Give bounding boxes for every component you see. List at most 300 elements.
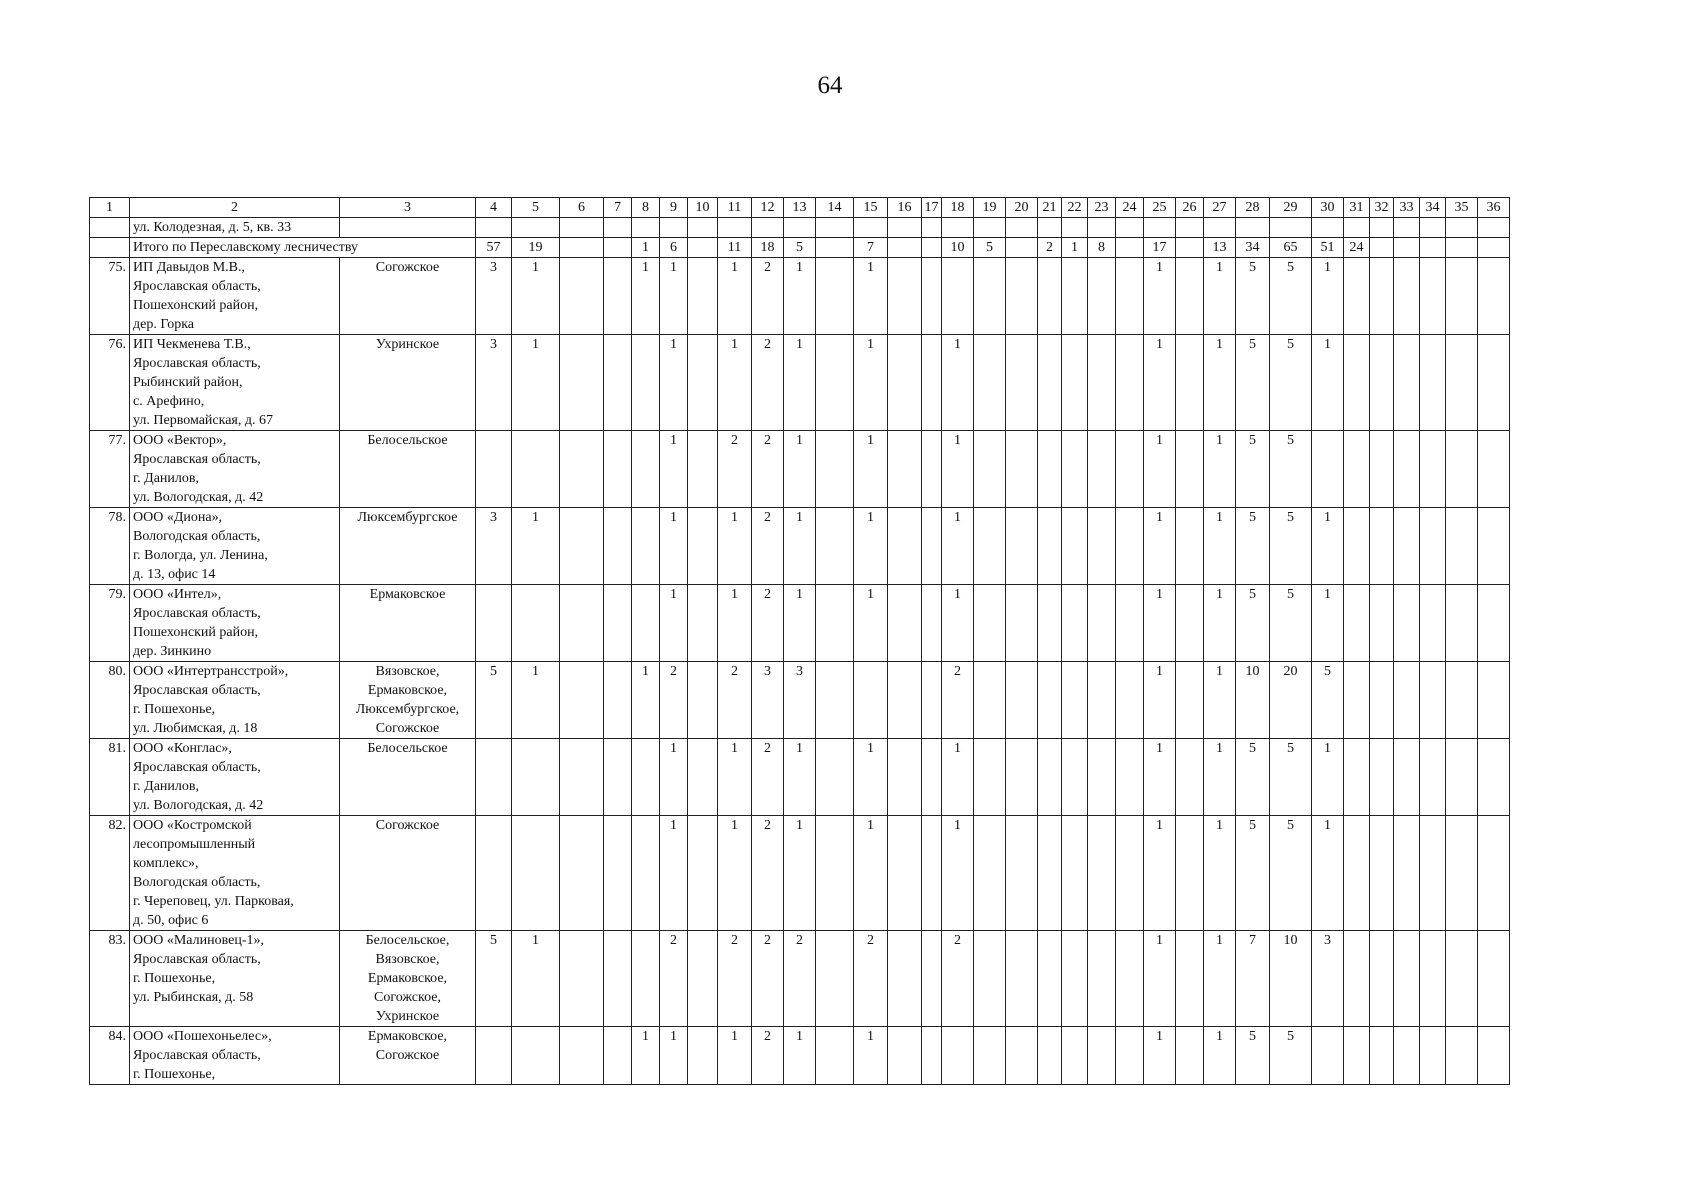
value-cell-9: 1 — [660, 1027, 688, 1085]
value-cell-26 — [1176, 431, 1204, 508]
row-number: 77. — [90, 431, 130, 508]
value-cell-19 — [974, 258, 1006, 335]
header-cell-22: 22 — [1062, 198, 1088, 218]
value-cell-11: 1 — [718, 335, 752, 431]
value-cell-18: 1 — [942, 431, 974, 508]
value-cell-9: 1 — [660, 335, 688, 431]
table-row — [90, 585, 1510, 662]
row-number: 82. — [90, 816, 130, 931]
value-cell-23 — [1088, 662, 1116, 739]
value-cell-6 — [560, 431, 604, 508]
value-cell-16 — [888, 258, 922, 335]
value-cell-16 — [888, 662, 922, 739]
value-cell-4: 5 — [476, 662, 512, 739]
table-row — [90, 739, 1510, 816]
value-cell-14 — [816, 662, 854, 739]
total-value-13: 5 — [784, 238, 816, 258]
forestry-cell: Ермаковское — [340, 585, 476, 662]
organization-cell: ООО «Вектор», Ярославская область, г. Данилов, ул. Вологодская, д. 42 — [130, 431, 340, 508]
forestry-cell: Вязовское, Ермаковское, Люксембургское, Согожское — [340, 662, 476, 739]
value-cell-8 — [632, 739, 660, 816]
value-cell — [922, 218, 942, 238]
total-value-26 — [1176, 238, 1204, 258]
value-cell-8 — [632, 508, 660, 585]
value-cell-32 — [1370, 431, 1394, 508]
value-cell-34 — [1420, 258, 1446, 335]
value-cell-29: 5 — [1270, 335, 1312, 431]
value-cell-30: 1 — [1312, 258, 1344, 335]
header-cell-32: 32 — [1370, 198, 1394, 218]
header-cell-13: 13 — [784, 198, 816, 218]
value-cell-33 — [1394, 508, 1420, 585]
value-cell-17 — [922, 431, 942, 508]
organization-cell: ООО «Диона», Вологодская область, г. Вологда, ул. Ленина, д. 13, офис 14 — [130, 508, 340, 585]
total-value-12: 18 — [752, 238, 784, 258]
header-cell-25: 25 — [1144, 198, 1176, 218]
value-cell-19 — [974, 431, 1006, 508]
value-cell-20 — [1006, 931, 1038, 1027]
total-value-27: 13 — [1204, 238, 1236, 258]
value-cell-4: 3 — [476, 508, 512, 585]
value-cell-36 — [1478, 1027, 1510, 1085]
value-cell-23 — [1088, 816, 1116, 931]
table-row — [90, 1027, 1510, 1085]
value-cell — [974, 218, 1006, 238]
value-cell-14 — [816, 258, 854, 335]
value-cell-15: 1 — [854, 816, 888, 931]
value-cell-30 — [1312, 431, 1344, 508]
value-cell-21 — [1038, 662, 1062, 739]
value-cell-24 — [1116, 585, 1144, 662]
value-cell-13: 1 — [784, 335, 816, 431]
header-cell-1: 1 — [90, 198, 130, 218]
value-cell-33 — [1394, 816, 1420, 931]
value-cell-23 — [1088, 585, 1116, 662]
value-cell-21 — [1038, 816, 1062, 931]
forestry-cell: Белосельское — [340, 431, 476, 508]
value-cell-30: 5 — [1312, 662, 1344, 739]
value-cell-22 — [1062, 335, 1088, 431]
value-cell-5 — [512, 816, 560, 931]
organization-cell: ООО «Интел», Ярославская область, Пошехонский район, дер. Зинкино — [130, 585, 340, 662]
value-cell-12: 2 — [752, 258, 784, 335]
value-cell-12: 2 — [752, 816, 784, 931]
value-cell-20 — [1006, 335, 1038, 431]
value-cell-19 — [974, 508, 1006, 585]
value-cell-18: 1 — [942, 739, 974, 816]
value-cell-14 — [816, 739, 854, 816]
total-value-6 — [560, 238, 604, 258]
value-cell-11: 2 — [718, 431, 752, 508]
value-cell-32 — [1370, 816, 1394, 931]
value-cell — [688, 218, 718, 238]
value-cell-31 — [1344, 585, 1370, 662]
value-cell-10 — [688, 585, 718, 662]
value-cell-14 — [816, 1027, 854, 1085]
value-cell-24 — [1116, 258, 1144, 335]
value-cell-24 — [1116, 931, 1144, 1027]
value-cell — [1038, 218, 1062, 238]
value-cell-23 — [1088, 1027, 1116, 1085]
value-cell-28: 5 — [1236, 739, 1270, 816]
value-cell-8 — [632, 585, 660, 662]
value-cell-8: 1 — [632, 258, 660, 335]
table-row — [90, 508, 1510, 585]
value-cell-6 — [560, 816, 604, 931]
value-cell-32 — [1370, 258, 1394, 335]
value-cell-26 — [1176, 1027, 1204, 1085]
value-cell-15: 1 — [854, 1027, 888, 1085]
value-cell-21 — [1038, 931, 1062, 1027]
value-cell-28: 5 — [1236, 508, 1270, 585]
table-row — [90, 335, 1510, 431]
value-cell — [1116, 218, 1144, 238]
value-cell-18: 1 — [942, 508, 974, 585]
value-cell-4 — [476, 739, 512, 816]
value-cell-26 — [1176, 931, 1204, 1027]
value-cell-9: 1 — [660, 585, 688, 662]
row-number: 84. — [90, 1027, 130, 1085]
value-cell-28: 10 — [1236, 662, 1270, 739]
value-cell-18: 1 — [942, 816, 974, 931]
table-row — [90, 258, 1510, 335]
total-value-4: 57 — [476, 238, 512, 258]
total-value-10 — [688, 238, 718, 258]
value-cell-27: 1 — [1204, 816, 1236, 931]
header-cell-20: 20 — [1006, 198, 1038, 218]
value-cell — [718, 218, 752, 238]
value-cell-13: 1 — [784, 258, 816, 335]
row-number: 81. — [90, 739, 130, 816]
value-cell — [340, 218, 476, 238]
value-cell-7 — [604, 258, 632, 335]
value-cell-5 — [512, 585, 560, 662]
value-cell-16 — [888, 1027, 922, 1085]
value-cell-12: 3 — [752, 662, 784, 739]
value-cell-11: 1 — [718, 508, 752, 585]
value-cell-19 — [974, 739, 1006, 816]
value-cell-15: 2 — [854, 931, 888, 1027]
header-cell-30: 30 — [1312, 198, 1344, 218]
value-cell-35 — [1446, 585, 1478, 662]
value-cell-32 — [1370, 1027, 1394, 1085]
value-cell — [1236, 218, 1270, 238]
value-cell-34 — [1420, 1027, 1446, 1085]
forestry-cell: Согожское — [340, 258, 476, 335]
value-cell-31 — [1344, 816, 1370, 931]
value-cell-12: 2 — [752, 931, 784, 1027]
value-cell — [1312, 218, 1344, 238]
header-cell-34: 34 — [1420, 198, 1446, 218]
value-cell-19 — [974, 816, 1006, 931]
value-cell-34 — [1420, 739, 1446, 816]
value-cell-26 — [1176, 335, 1204, 431]
total-value-24 — [1116, 238, 1144, 258]
value-cell-26 — [1176, 816, 1204, 931]
value-cell-4 — [476, 585, 512, 662]
value-cell-23 — [1088, 258, 1116, 335]
value-cell — [512, 218, 560, 238]
value-cell-24 — [1116, 1027, 1144, 1085]
value-cell-32 — [1370, 335, 1394, 431]
total-value-28: 34 — [1236, 238, 1270, 258]
value-cell-13: 1 — [784, 816, 816, 931]
value-cell — [1370, 218, 1394, 238]
value-cell-4 — [476, 816, 512, 931]
value-cell-13: 1 — [784, 1027, 816, 1085]
organization-cell: ООО «Интертрансстрой», Ярославская область, г. Пошехонье, ул. Любимская, д. 18 — [130, 662, 340, 739]
value-cell-20 — [1006, 1027, 1038, 1085]
header-cell-2: 2 — [130, 198, 340, 218]
value-cell-29: 5 — [1270, 508, 1312, 585]
value-cell-13: 2 — [784, 931, 816, 1027]
value-cell-30: 1 — [1312, 816, 1344, 931]
value-cell-5: 1 — [512, 335, 560, 431]
value-cell-9: 2 — [660, 662, 688, 739]
value-cell-31 — [1344, 431, 1370, 508]
total-value-8: 1 — [632, 238, 660, 258]
forestry-cell: Ермаковское, Согожское — [340, 1027, 476, 1085]
value-cell-14 — [816, 508, 854, 585]
value-cell-7 — [604, 931, 632, 1027]
value-cell-20 — [1006, 816, 1038, 931]
value-cell-34 — [1420, 431, 1446, 508]
value-cell-18: 2 — [942, 662, 974, 739]
value-cell-10 — [688, 258, 718, 335]
row-number: 75. — [90, 258, 130, 335]
organization-cell: ИП Чекменева Т.В., Ярославская область, Рыбинский район, с. Арефино, ул. Первомайская, д. 67 — [130, 335, 340, 431]
total-row — [90, 238, 1510, 258]
value-cell-9: 1 — [660, 431, 688, 508]
value-cell-36 — [1478, 508, 1510, 585]
value-cell-26 — [1176, 508, 1204, 585]
value-cell-27: 1 — [1204, 258, 1236, 335]
value-cell-24 — [1116, 335, 1144, 431]
value-cell-30: 1 — [1312, 335, 1344, 431]
value-cell-24 — [1116, 431, 1144, 508]
total-value-22: 1 — [1062, 238, 1088, 258]
value-cell-32 — [1370, 739, 1394, 816]
value-cell-5 — [512, 1027, 560, 1085]
value-cell-25: 1 — [1144, 816, 1176, 931]
value-cell-8 — [632, 816, 660, 931]
value-cell-33 — [1394, 335, 1420, 431]
value-cell-12: 2 — [752, 1027, 784, 1085]
value-cell-23 — [1088, 431, 1116, 508]
value-cell-24 — [1116, 816, 1144, 931]
value-cell-10 — [688, 335, 718, 431]
value-cell-12: 2 — [752, 431, 784, 508]
value-cell-32 — [1370, 662, 1394, 739]
value-cell-35 — [1446, 431, 1478, 508]
value-cell-28: 7 — [1236, 931, 1270, 1027]
value-cell — [476, 218, 512, 238]
value-cell-10 — [688, 431, 718, 508]
value-cell-15: 1 — [854, 335, 888, 431]
value-cell-16 — [888, 816, 922, 931]
value-cell-31 — [1344, 931, 1370, 1027]
table-row — [90, 662, 1510, 739]
value-cell-10 — [688, 931, 718, 1027]
value-cell-18: 1 — [942, 335, 974, 431]
header-cell-36: 36 — [1478, 198, 1510, 218]
value-cell-12: 2 — [752, 585, 784, 662]
value-cell-7 — [604, 585, 632, 662]
value-cell-8 — [632, 931, 660, 1027]
value-cell-11: 2 — [718, 931, 752, 1027]
value-cell-16 — [888, 508, 922, 585]
header-cell-10: 10 — [688, 198, 718, 218]
value-cell-34 — [1420, 931, 1446, 1027]
value-cell-7 — [604, 662, 632, 739]
total-value-20 — [1006, 238, 1038, 258]
value-cell-22 — [1062, 258, 1088, 335]
value-cell-27: 1 — [1204, 662, 1236, 739]
organization-cell: ИП Давыдов М.В., Ярославская область, Пошехонский район, дер. Горка — [130, 258, 340, 335]
value-cell-6 — [560, 1027, 604, 1085]
value-cell-26 — [1176, 585, 1204, 662]
total-value-35 — [1446, 238, 1478, 258]
value-cell-4 — [476, 431, 512, 508]
value-cell-19 — [974, 662, 1006, 739]
value-cell-9: 1 — [660, 816, 688, 931]
value-cell-27: 1 — [1204, 739, 1236, 816]
total-value-23: 8 — [1088, 238, 1116, 258]
value-cell-36 — [1478, 431, 1510, 508]
value-cell-14 — [816, 585, 854, 662]
value-cell-25: 1 — [1144, 335, 1176, 431]
value-cell-8 — [632, 335, 660, 431]
value-cell — [1270, 218, 1312, 238]
value-cell-30: 1 — [1312, 585, 1344, 662]
forestry-cell: Белосельское — [340, 739, 476, 816]
value-cell-31 — [1344, 1027, 1370, 1085]
value-cell-15: 1 — [854, 431, 888, 508]
value-cell-23 — [1088, 739, 1116, 816]
value-cell-19 — [974, 931, 1006, 1027]
value-cell-20 — [1006, 585, 1038, 662]
value-cell-15: 1 — [854, 585, 888, 662]
header-cell-5: 5 — [512, 198, 560, 218]
value-cell — [1176, 218, 1204, 238]
value-cell-18 — [942, 1027, 974, 1085]
value-cell-10 — [688, 816, 718, 931]
value-cell-32 — [1370, 508, 1394, 585]
total-value-31: 24 — [1344, 238, 1370, 258]
value-cell-34 — [1420, 335, 1446, 431]
value-cell-19 — [974, 1027, 1006, 1085]
value-cell-33 — [1394, 931, 1420, 1027]
row-number: 80. — [90, 662, 130, 739]
value-cell-4: 5 — [476, 931, 512, 1027]
header-cell-6: 6 — [560, 198, 604, 218]
value-cell-8: 1 — [632, 662, 660, 739]
value-cell-12: 2 — [752, 508, 784, 585]
value-cell-29: 20 — [1270, 662, 1312, 739]
header-cell-33: 33 — [1394, 198, 1420, 218]
value-cell-17 — [922, 508, 942, 585]
value-cell-23 — [1088, 335, 1116, 431]
value-cell-19 — [974, 335, 1006, 431]
value-cell-25: 1 — [1144, 258, 1176, 335]
header-cell-7: 7 — [604, 198, 632, 218]
total-value-32 — [1370, 238, 1394, 258]
value-cell-21 — [1038, 585, 1062, 662]
value-cell-20 — [1006, 662, 1038, 739]
value-cell-29: 5 — [1270, 816, 1312, 931]
value-cell-20 — [1006, 431, 1038, 508]
value-cell-33 — [1394, 662, 1420, 739]
value-cell-31 — [1344, 508, 1370, 585]
value-cell-16 — [888, 431, 922, 508]
value-cell-25: 1 — [1144, 739, 1176, 816]
total-label: Итого по Переславскому лесничеству — [130, 238, 476, 258]
value-cell — [1144, 218, 1176, 238]
header-cell-9: 9 — [660, 198, 688, 218]
value-cell — [854, 218, 888, 238]
value-cell-17 — [922, 739, 942, 816]
total-value-33 — [1394, 238, 1420, 258]
value-cell-5: 1 — [512, 931, 560, 1027]
header-cell-19: 19 — [974, 198, 1006, 218]
total-value-18: 10 — [942, 238, 974, 258]
value-cell-35 — [1446, 739, 1478, 816]
value-cell-10 — [688, 508, 718, 585]
value-cell-34 — [1420, 816, 1446, 931]
value-cell-30: 1 — [1312, 508, 1344, 585]
value-cell-10 — [688, 1027, 718, 1085]
value-cell-35 — [1446, 335, 1478, 431]
value-cell-6 — [560, 739, 604, 816]
total-value-5: 19 — [512, 238, 560, 258]
value-cell-26 — [1176, 739, 1204, 816]
value-cell-15: 1 — [854, 508, 888, 585]
value-cell-9: 2 — [660, 931, 688, 1027]
organization-cell: ООО «Пошехоньелес», Ярославская область, г. Пошехонье, — [130, 1027, 340, 1085]
value-cell-16 — [888, 585, 922, 662]
value-cell-22 — [1062, 739, 1088, 816]
header-cell-35: 35 — [1446, 198, 1478, 218]
value-cell-12: 2 — [752, 335, 784, 431]
value-cell-5: 1 — [512, 508, 560, 585]
value-cell-19 — [974, 585, 1006, 662]
continuation-address: ул. Колодезная, д. 5, кв. 33 — [130, 218, 340, 238]
value-cell-15 — [854, 662, 888, 739]
value-cell-28: 5 — [1236, 258, 1270, 335]
value-cell — [560, 218, 604, 238]
value-cell-30: 3 — [1312, 931, 1344, 1027]
total-value-9: 6 — [660, 238, 688, 258]
value-cell — [816, 218, 854, 238]
value-cell — [1394, 218, 1420, 238]
value-cell-14 — [816, 931, 854, 1027]
value-cell-27: 1 — [1204, 335, 1236, 431]
page-number: 64 — [817, 72, 843, 99]
value-cell-17 — [922, 662, 942, 739]
value-cell — [1344, 218, 1370, 238]
value-cell-11: 1 — [718, 1027, 752, 1085]
value-cell-25: 1 — [1144, 1027, 1176, 1085]
value-cell-13: 1 — [784, 739, 816, 816]
total-value-15: 7 — [854, 238, 888, 258]
value-cell-9: 1 — [660, 739, 688, 816]
organization-cell: ООО «Малиновец-1», Ярославская область, г. Пошехонье, ул. Рыбинская, д. 58 — [130, 931, 340, 1027]
data-table — [89, 197, 1510, 1085]
header-cell-8: 8 — [632, 198, 660, 218]
value-cell — [1420, 218, 1446, 238]
value-cell-11: 1 — [718, 816, 752, 931]
value-cell-31 — [1344, 739, 1370, 816]
